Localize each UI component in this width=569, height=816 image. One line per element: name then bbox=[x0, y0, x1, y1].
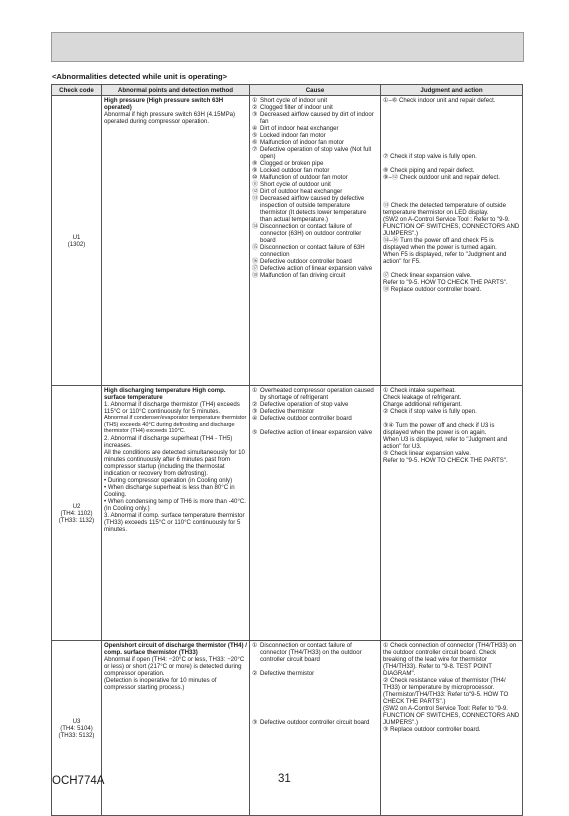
cause-text: Defective operation of stop valve bbox=[260, 401, 349, 408]
judgment-line: ② Check resistance value of thermistor (TH4/ TH33) or temperature by microprocessor. (Thermistor/TH4/TH33: Refer to"9-5. HOW TO CHECK THE PARTS".) bbox=[383, 677, 509, 705]
cause-text: Dirt of indoor heat exchanger bbox=[260, 125, 339, 132]
cause-item bbox=[252, 401, 378, 408]
cause-item bbox=[252, 415, 378, 422]
judgment-line: ③ Replace outdoor controller board. bbox=[383, 726, 481, 733]
cause-number: ⑱ bbox=[252, 272, 259, 279]
cause-item bbox=[252, 265, 378, 272]
judgment-line: ⑭–⑯ Turn the power off and check F5 is displayed when the power is turned again. bbox=[383, 237, 497, 251]
abnormal-line: • When discharge superheat is less than 80°C in Cooling. bbox=[104, 483, 235, 498]
cause-item bbox=[252, 97, 378, 104]
abnormal-line: (Detection is inoperative for 10 minutes of compressor starting process.) bbox=[104, 677, 217, 691]
cause-number: ⑭ bbox=[252, 223, 259, 230]
judgment-line: When U3 is displayed, refer to "Judgment and action" for U3. bbox=[383, 436, 508, 450]
judgment-line: ① Check intake superheat. bbox=[383, 387, 456, 394]
abnormal-line: Abnormal if condenser/evaporator temperature thermistor (TH5) exceeds 40°C during defrosting and discharge thermistor (TH4) exceeds 110°C. bbox=[104, 415, 247, 435]
cause-item bbox=[252, 408, 378, 415]
cause-item bbox=[252, 181, 378, 188]
cause-item bbox=[252, 272, 378, 279]
cause-text: Short cycle of indoor unit bbox=[260, 97, 328, 104]
cause-item bbox=[252, 104, 378, 111]
cause-number: ⑩ bbox=[252, 174, 258, 181]
cause-number: ① bbox=[252, 97, 258, 104]
cause-number: ⑪ bbox=[252, 181, 259, 188]
judgment-cell bbox=[381, 96, 523, 386]
cause-text: Malfunction of fan driving circuit bbox=[260, 272, 346, 279]
judgment-spacer bbox=[383, 160, 520, 167]
abnormal-line: Abnormal if high pressure switch 63H (4.15MPa) operated during compressor operation. bbox=[104, 111, 236, 125]
judgment-line: Charge additional refrigerant. bbox=[383, 401, 462, 408]
cause-number: ③ bbox=[252, 111, 258, 118]
check-code-sub: (TH4: 5104) bbox=[60, 724, 93, 732]
cause-number: ⑰ bbox=[252, 265, 259, 272]
check-code-cell bbox=[52, 641, 105, 816]
abnormal-line: 3. Abnormal if comp. surface temperature thermistor (TH33) exceeds 115°C or 110°C continuously for 5 minutes. bbox=[104, 511, 245, 533]
cause-text: Clogged or broken pipe bbox=[260, 160, 324, 167]
cause-text: Malfunction of outdoor fan motor bbox=[260, 174, 348, 181]
judgment-spacer bbox=[383, 265, 520, 272]
judgment-spacer bbox=[383, 181, 520, 188]
table-row bbox=[52, 96, 523, 386]
abnormal-line: • When condensing temp of TH6 is more than -40°C. (In Cooling only.) bbox=[104, 497, 246, 512]
page-number: 31 bbox=[278, 773, 291, 785]
judgment-line: ⑦ Check if stop valve is fully open. bbox=[383, 153, 477, 160]
cause-text: Locked outdoor fan motor bbox=[260, 167, 330, 174]
cause-item bbox=[252, 111, 378, 125]
table-header-row bbox=[52, 85, 523, 96]
cause-text: Defective outdoor controller circuit board bbox=[260, 719, 370, 726]
judgment-cell bbox=[381, 641, 523, 816]
judgment-line: ⑱ Replace outdoor controller board. bbox=[383, 286, 482, 293]
judgment-spacer bbox=[383, 132, 520, 139]
cause-item bbox=[252, 188, 378, 195]
judgment-spacer bbox=[383, 111, 520, 118]
cause-number: ⑬ bbox=[252, 195, 259, 202]
abnormal-title: High pressure (High pressure switch 63H operated) bbox=[104, 97, 224, 111]
cause-number: ① bbox=[252, 387, 258, 394]
cause-text: Defective thermistor bbox=[260, 670, 315, 677]
check-code: U1 bbox=[72, 233, 81, 241]
cause-cell bbox=[250, 641, 381, 816]
abnormal-line: 2. Abnormal if discharge superheat (TH4 - TH5) increases. bbox=[104, 434, 233, 449]
cause-cell bbox=[250, 386, 381, 641]
cause-text: Defective action of linear expansion valve bbox=[260, 265, 373, 272]
cause-text: Decreased airflow caused by dirt of indoor fan bbox=[260, 111, 374, 125]
cause-item bbox=[252, 670, 378, 677]
cause-number: ② bbox=[252, 670, 258, 677]
judgment-spacer bbox=[383, 146, 520, 153]
cause-item bbox=[252, 642, 378, 663]
judgment-line: Check leakage of refrigerant. bbox=[383, 394, 462, 401]
cause-item bbox=[252, 167, 378, 174]
cause-item bbox=[252, 429, 378, 436]
cause-item bbox=[252, 244, 378, 258]
judgment-spacer bbox=[383, 195, 520, 202]
cause-number: ⑦ bbox=[252, 146, 258, 153]
header-abnormal: Abnormal points and detection method bbox=[102, 85, 250, 96]
cause-number: ③ bbox=[252, 719, 258, 726]
cause-number: ⑧ bbox=[252, 160, 258, 167]
cause-item bbox=[252, 174, 378, 181]
cause-item bbox=[252, 387, 378, 401]
cause-number: ④ bbox=[252, 415, 258, 422]
cause-number: ⑥ bbox=[252, 139, 258, 146]
judgment-line: Refer to "9-5. HOW TO CHECK THE PARTS". bbox=[383, 279, 508, 286]
judgment-spacer bbox=[383, 118, 520, 125]
cause-text: Defective operation of stop valve (Not full open) bbox=[260, 146, 372, 160]
cause-item bbox=[252, 125, 378, 132]
cause-number: ⑯ bbox=[252, 258, 259, 265]
judgment-line: ⑬ Check the detected temperature of outside temperature thermistor on LED display. bbox=[383, 202, 506, 216]
abnormal-line: 1. Abnormal if discharge thermistor (TH4) exceeds 115°C or 110°C continuously for 5 minutes. bbox=[104, 401, 240, 415]
abnormal-cell bbox=[102, 386, 250, 641]
cause-item bbox=[252, 132, 378, 139]
judgment-line: ① Check connection of connector (TH4/TH33) on the outdoor controller circuit board. Check breaking of the lead wire for thermistor (TH4/TH33). Refer to "9-8. TEST POINT DIAGRAM". bbox=[383, 642, 517, 677]
cause-item bbox=[252, 139, 378, 146]
check-code-sub: (TH4: 1102) bbox=[60, 509, 93, 517]
cause-text: Defective action of linear expansion valve bbox=[260, 429, 373, 436]
check-code: U3 bbox=[72, 717, 81, 725]
check-code: U2 bbox=[72, 502, 81, 510]
judgment-line: When F5 is displayed, refer to "Judgment and action" for F5. bbox=[383, 251, 507, 265]
cause-number: ⑤ bbox=[252, 429, 258, 436]
cause-text: Overheated compressor operation caused by shortage of refrigerant bbox=[260, 387, 374, 401]
cause-number: ② bbox=[252, 401, 258, 408]
abnormal-title: Open/short circuit of discharge thermistor (TH4) / comp. surface thermistor (TH33) bbox=[104, 642, 247, 656]
check-code-sub: (TH33: 1132) bbox=[58, 516, 95, 524]
cause-item bbox=[252, 223, 378, 244]
cause-item bbox=[252, 195, 378, 223]
header-check-code: Check code bbox=[52, 85, 102, 96]
table-row bbox=[52, 386, 523, 641]
cause-item bbox=[252, 258, 378, 265]
abnormal-cell bbox=[102, 641, 250, 816]
abnormal-title: High discharging temperature High comp. surface temperature bbox=[104, 387, 226, 401]
document-code: OCH774A bbox=[52, 775, 105, 787]
cause-text: Dirt of outdoor heat exchanger bbox=[260, 188, 343, 195]
judgment-line: ⑤ Check linear expansion valve. bbox=[383, 450, 472, 457]
cause-text: Malfunction of indoor fan motor bbox=[260, 139, 345, 146]
cause-text: Locked indoor fan motor bbox=[260, 132, 326, 139]
judgment-line: (SW2 on A-Control Service Tool: Refer to "9-9. FUNCTION OF SWITCHES, CONNECTORS AND JUMPERS".) bbox=[383, 705, 520, 726]
abnormal-line: Abnormal if open (TH4: −20°C or less, TH33: −20°C or less) or short (217°C or more) is detected during compressor operation. bbox=[104, 656, 245, 677]
cause-text: Short cycle of outdoor unit bbox=[260, 181, 331, 188]
judgment-spacer bbox=[383, 139, 520, 146]
judgment-cell bbox=[381, 386, 523, 641]
check-code-sub: (1302) bbox=[67, 240, 86, 248]
judgment-line: ③④ Turn the power off and check if U3 is displayed when the power is on again. bbox=[383, 422, 495, 436]
judgment-spacer bbox=[383, 104, 520, 111]
cause-text: Disconnection or contact failure of connector (TH4/TH33) on the outdoor controller circuit board bbox=[260, 642, 362, 663]
cause-text: Clogged filter of indoor unit bbox=[260, 104, 333, 111]
section-title: <Abnormalities detected while unit is operating> bbox=[52, 72, 228, 81]
judgment-spacer bbox=[383, 188, 520, 195]
cause-text: Defective outdoor controller board bbox=[260, 258, 352, 265]
cause-number: ② bbox=[252, 104, 258, 111]
cause-item bbox=[252, 160, 378, 167]
cause-number: ⑫ bbox=[252, 188, 259, 195]
abnormal-line: All the conditions are detected simultaneously for 10 minutes continuously after 6 minutes past from compressor startup (including the thermostat indication or recovery from defrosting). bbox=[104, 448, 245, 477]
cause-text: Defective outdoor controller board bbox=[260, 415, 352, 422]
cause-number: ⑮ bbox=[252, 244, 259, 251]
header-judgment: Judgment and action bbox=[381, 85, 523, 96]
judgment-line: ⑨–⑫ Check outdoor unit and repair defect. bbox=[383, 174, 500, 181]
cause-number: ① bbox=[252, 642, 258, 649]
cause-text: Disconnection or contact failure of 63H connection bbox=[260, 244, 365, 258]
header-cause: Cause bbox=[250, 85, 381, 96]
cause-number: ③ bbox=[252, 408, 258, 415]
header-bar bbox=[51, 32, 524, 62]
abnormal-cell bbox=[102, 96, 250, 386]
check-code-cell bbox=[52, 386, 102, 641]
cause-text: Defective thermistor bbox=[260, 408, 315, 415]
abnormal-line: • During compressor operation (in Cooling only) bbox=[104, 476, 233, 484]
judgment-line: ② Check if stop valve is fully open. bbox=[383, 408, 477, 415]
check-code-sub: (TH33: 5132) bbox=[58, 731, 95, 739]
judgment-line: ⑰ Check linear expansion valve. bbox=[383, 272, 472, 279]
cause-item bbox=[252, 146, 378, 160]
cause-number: ⑤ bbox=[252, 132, 258, 139]
judgment-spacer bbox=[383, 125, 520, 132]
cause-cell bbox=[250, 96, 381, 386]
judgment-line: ⑧ Check piping and repair defect. bbox=[383, 167, 475, 174]
cause-number: ⑨ bbox=[252, 167, 258, 174]
table-row bbox=[52, 641, 523, 816]
abnormality-table bbox=[51, 84, 523, 816]
judgment-spacer bbox=[383, 415, 520, 422]
cause-text: Decreased airflow caused by defective inspection of outside temperature thermistor (It detects lower temperature than actual temperature.) bbox=[260, 195, 367, 223]
cause-item bbox=[252, 719, 378, 726]
judgment-line: ①–⑥ Check indoor unit and repair defect. bbox=[383, 97, 496, 104]
judgment-line: Refer to "9-5. HOW TO CHECK THE PARTS". bbox=[383, 457, 508, 464]
cause-text: Disconnection or contact failure of connector (63H) on outdoor controller board bbox=[260, 223, 362, 244]
check-code-cell bbox=[52, 96, 102, 386]
cause-number: ④ bbox=[252, 125, 258, 132]
judgment-line: (SW2 on A-Control Service Tool : Refer to "9-9. FUNCTION OF SWITCHES, CONNECTORS AND JUMPERS".) bbox=[383, 216, 520, 237]
